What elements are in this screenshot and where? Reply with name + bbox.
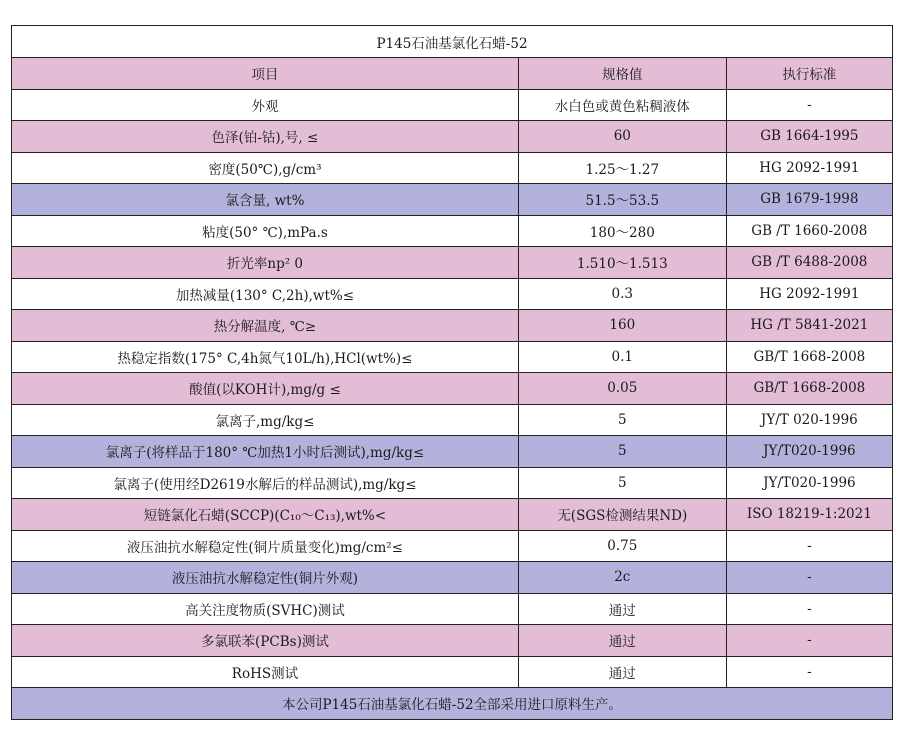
table-row <box>12 656 893 688</box>
table-row <box>12 467 893 499</box>
table-row <box>12 184 893 216</box>
table-row <box>12 121 893 153</box>
table-header-row <box>12 58 893 90</box>
cell-standard: JY/T020-1996 <box>726 467 892 499</box>
table-row <box>12 373 893 405</box>
cell-standard: - <box>726 593 892 625</box>
cell-spec: 通过 <box>518 593 726 625</box>
spec-table <box>11 25 893 720</box>
cell-item: 高关注度物质(SVHC)测试 <box>12 593 519 625</box>
spec-table-container <box>11 25 893 720</box>
cell-item: 酸值(以KOH计),mg/g ≤ <box>12 373 519 405</box>
table-row <box>12 152 893 184</box>
cell-standard: - <box>726 562 892 594</box>
table-row <box>12 310 893 342</box>
table-footer-note: 本公司P145石油基氯化石蜡-52全部采用进口原料生产。 <box>12 688 893 720</box>
cell-standard: - <box>726 530 892 562</box>
cell-spec: 通过 <box>518 625 726 657</box>
cell-spec: 无(SGS检测结果ND) <box>518 499 726 531</box>
header-spec: 规格值 <box>518 58 726 90</box>
cell-standard: GB 1679-1998 <box>726 184 892 216</box>
cell-item: 液压油抗水解稳定性(铜片质量变化)mg/cm²≤ <box>12 530 519 562</box>
table-row <box>12 341 893 373</box>
cell-item: 热分解温度, ℃≥ <box>12 310 519 342</box>
cell-item: RoHS测试 <box>12 656 519 688</box>
table-row <box>12 530 893 562</box>
table-row <box>12 499 893 531</box>
cell-standard: ISO 18219-1:2021 <box>726 499 892 531</box>
cell-item: 氯含量, wt% <box>12 184 519 216</box>
cell-spec: 180～280 <box>518 215 726 247</box>
header-standard: 执行标准 <box>726 58 892 90</box>
table-footer-row <box>12 688 893 720</box>
cell-spec: 51.5～53.5 <box>518 184 726 216</box>
table-row <box>12 562 893 594</box>
cell-spec: 1.510～1.513 <box>518 247 726 279</box>
header-item: 项目 <box>12 58 519 90</box>
cell-standard: GB/T 1668-2008 <box>726 341 892 373</box>
cell-standard: - <box>726 656 892 688</box>
cell-spec: 0.3 <box>518 278 726 310</box>
table-row <box>12 436 893 468</box>
cell-standard: HG 2092-1991 <box>726 278 892 310</box>
cell-item: 多氯联苯(PCBs)测试 <box>12 625 519 657</box>
table-row <box>12 404 893 436</box>
cell-item: 加热减量(130° C,2h),wt%≤ <box>12 278 519 310</box>
cell-spec: 160 <box>518 310 726 342</box>
table-row <box>12 593 893 625</box>
cell-standard: GB/T 1668-2008 <box>726 373 892 405</box>
cell-standard: GB /T 1660-2008 <box>726 215 892 247</box>
cell-standard: JY/T 020-1996 <box>726 404 892 436</box>
cell-item: 氯离子(使用经D2619水解后的样品测试),mg/kg≤ <box>12 467 519 499</box>
cell-item: 热稳定指数(175° C,4h氮气10L/h),HCl(wt%)≤ <box>12 341 519 373</box>
cell-spec: 5 <box>518 404 726 436</box>
cell-standard: GB /T 6488-2008 <box>726 247 892 279</box>
cell-standard: - <box>726 89 892 121</box>
cell-item: 密度(50℃),g/cm³ <box>12 152 519 184</box>
cell-standard: JY/T020-1996 <box>726 436 892 468</box>
cell-standard: GB 1664-1995 <box>726 121 892 153</box>
cell-item: 液压油抗水解稳定性(铜片外观) <box>12 562 519 594</box>
cell-standard: HG 2092-1991 <box>726 152 892 184</box>
cell-spec: 60 <box>518 121 726 153</box>
cell-item: 氯离子(将样品于180° ℃加热1小时后测试),mg/kg≤ <box>12 436 519 468</box>
cell-item: 外观 <box>12 89 519 121</box>
cell-item: 粘度(50° ℃),mPa.s <box>12 215 519 247</box>
table-title: P145石油基氯化石蜡-52 <box>12 26 893 58</box>
cell-spec: 5 <box>518 467 726 499</box>
cell-standard: HG /T 5841-2021 <box>726 310 892 342</box>
cell-spec: 5 <box>518 436 726 468</box>
cell-spec: 0.75 <box>518 530 726 562</box>
table-row <box>12 625 893 657</box>
cell-spec: 通过 <box>518 656 726 688</box>
cell-item: 色泽(铂-钴),号, ≤ <box>12 121 519 153</box>
cell-spec: 2c <box>518 562 726 594</box>
table-row <box>12 278 893 310</box>
cell-item: 短链氯化石蜡(SCCP)(C₁₀～C₁₃),wt%< <box>12 499 519 531</box>
table-row <box>12 89 893 121</box>
cell-spec: 水白色或黄色粘稠液体 <box>518 89 726 121</box>
cell-spec: 0.05 <box>518 373 726 405</box>
table-title-row <box>12 26 893 58</box>
table-row <box>12 247 893 279</box>
cell-spec: 1.25～1.27 <box>518 152 726 184</box>
cell-standard: - <box>726 625 892 657</box>
cell-item: 折光率np² 0 <box>12 247 519 279</box>
cell-spec: 0.1 <box>518 341 726 373</box>
cell-item: 氯离子,mg/kg≤ <box>12 404 519 436</box>
table-row <box>12 215 893 247</box>
